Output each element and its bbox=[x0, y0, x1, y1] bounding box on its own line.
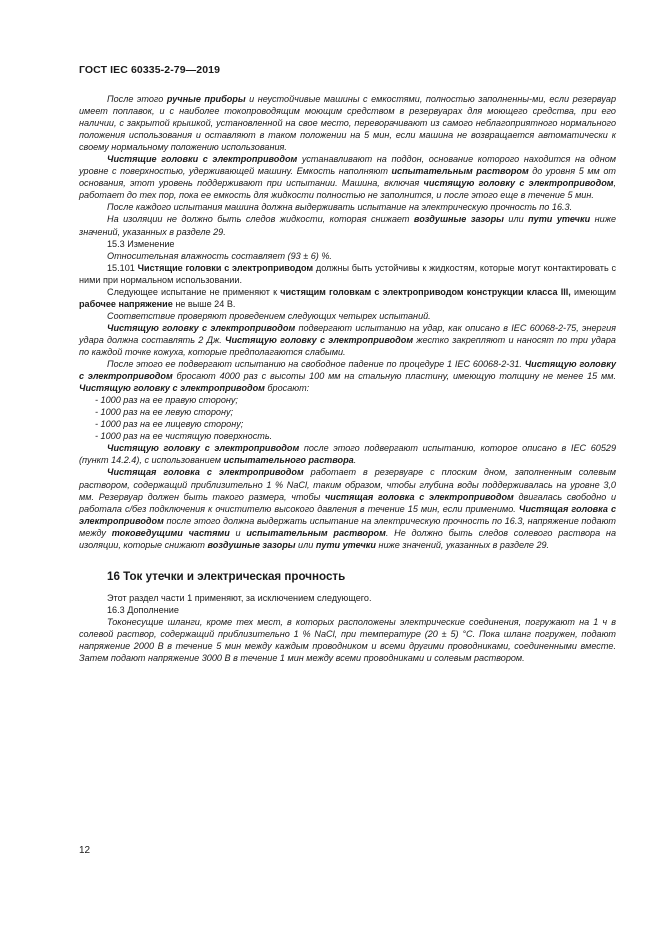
document-body bbox=[79, 93, 616, 664]
paragraph: На изоляции не должно быть следов жидкости, которая снижает воздушные зазоры или пути утечки ниже значений, указанных в разделе 29. bbox=[79, 214, 617, 237]
clause-heading: 16.3 Дополнение bbox=[107, 604, 179, 615]
paragraph: Соответствие проверяют проведением следующих четырех испытаний. bbox=[107, 310, 431, 321]
paragraph: Чистящую головку с электроприводом подвергают испытанию на удар, как описано в IEC 60068-2-75, энергия удара должна составлять 2 Дж. Чистящую головку с электроприводом жестко закрепляют и наносят по три удара по каждой точке кожуха, которые предполагаются слабыми. bbox=[79, 322, 617, 357]
section-title: 16 Ток утечки и электрическая прочность bbox=[107, 569, 346, 583]
paragraph: Чистящие головки с электроприводом устанавливают на поддон, основание которого находится на одном уровне с поверхностью, удерживающей машину. Емкость наполняют испытательным раствором до уровня 5 мм от основания, этот уровень поддерживают при испытании. Машина, включая чистящую головку с электроприводом, работает до тех пор, пока ее емкость для жидкости полностью не заполнится, и после этого еще в течение 5 мин. bbox=[79, 154, 617, 201]
paragraph: После этого ее подвергают испытанию на свободное падение по процедуре 1 IEC 60068-2-31. Чистящую головку с электроприводом бросают 4000 раз с высоты 100 мм на стальную пластину, имеющую толщину не менее 15 мм. Чистящую головку с электроприводом бросают: bbox=[79, 359, 616, 394]
paragraph: Этот раздел части 1 применяют, за исключением следующего. bbox=[107, 592, 372, 603]
list-item: - 1000 раз на ее правую сторону; bbox=[95, 395, 238, 406]
paragraph: 15.101 Чистящие головки с электроприводом должны быть устойчивы к жидкостям, которые могут контактировать с ними при нормальном использовании. bbox=[79, 262, 617, 285]
paragraph: Следующее испытание не применяют к чистящим головкам с электроприводом конструкции класса III, имеющим рабочее напряжение не выше 24 В. bbox=[79, 286, 617, 309]
paragraph: После этого ручные приборы и неустойчивые машины с емкостями, полностью заполненны-ми, если резервуар имеет поплавок, и с наиболее токопроводящим моющим средством в резервуарах для моющего средства, при его наличии, с закрытой крышкой, установленной на свое место, переворачивают из самого неблагоприятного нормального положения использования и оставляют в таком положении на 5 мин, если машина не возвращается автоматически к своему нормальному положению использования. bbox=[79, 94, 617, 153]
paragraph: Относительная влажность составляет (93 ± 6) %. bbox=[107, 250, 332, 261]
paragraph: После каждого испытания машина должна выдерживать испытание на электрическую прочность по 16.3. bbox=[107, 202, 573, 213]
list-item: - 1000 раз на ее чистящую поверхность. bbox=[95, 431, 273, 442]
document-header: ГОСТ IEC 60335-2-79—2019 bbox=[79, 64, 221, 76]
page-number: 12 bbox=[79, 845, 91, 856]
paragraph: Токонесущие шланги, кроме тех мест, в которых расположены электрические соединения, погружают на 1 ч в солевой раствор, содержащий приблизительно 1 % NaCl, при температуре (20 ± 5) °С. Пока шланг погружен, подают напряжение 2000 В в течение 5 мин между каждым проводником и всеми другими проводниками, соединенными вместе. Затем подают напряжение 3000 В в течение 1 мин между всеми проводниками и солевым раствором. bbox=[79, 616, 616, 664]
paragraph: Чистящая головка с электроприводом работает в резервуаре с плоским дном, заполненным солевым раствором, содержащий приблизительно 1 % NaCl, таким образом, чтобы глубина воды поддерживалась на уровне 3,0 мм. Резервуар должен быть такого размера, чтобы чистящая головка с электроприводом двигалась свободно и работала с/без подключения к очистителю высокого давления в течение 15 мин, если применимо. Чистящая головка с электроприводом после этого должна выдержать испытание на электрическую прочность по 16.3, напряжение подают между токоведущими частями и испытательным раствором. Не должно быть следов солевого раствора на изоляции, которые снижают воздушные зазоры или пути утечки ниже значений, указанных в разделе 29. bbox=[79, 467, 617, 550]
list-item: - 1000 раз на ее лицевую сторону; bbox=[95, 419, 244, 430]
clause-heading: 15.3 Изменение bbox=[107, 238, 175, 249]
paragraph: Чистящую головку с электроприводом после этого подвергают испытанию, которое описано в IEC 60529 (пункт 14.2.4), с использованием испытательного раствора. bbox=[79, 443, 617, 466]
list-item: - 1000 раз на ее левую сторону; bbox=[95, 407, 234, 418]
